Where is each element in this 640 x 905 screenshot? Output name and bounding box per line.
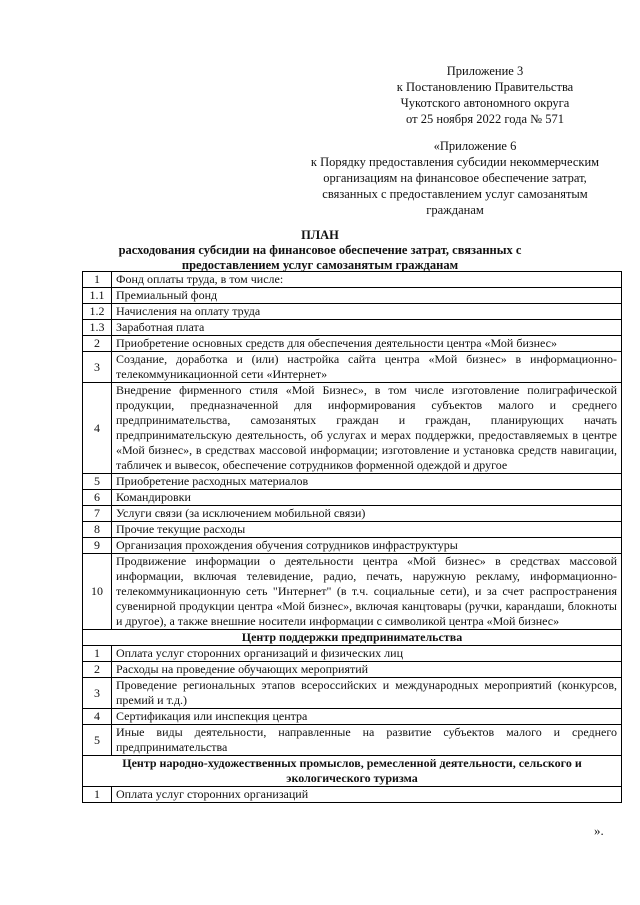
attachment-line: от 25 ноября 2022 года № 571 bbox=[406, 112, 564, 126]
row-number: 8 bbox=[83, 522, 112, 538]
plan-table bbox=[82, 271, 622, 803]
row-text: Прочие текущие расходы bbox=[112, 522, 622, 538]
table-row bbox=[83, 725, 622, 756]
attachment2-line: гражданам bbox=[426, 203, 484, 217]
row-text: Командировки bbox=[112, 490, 622, 506]
table-row bbox=[83, 288, 622, 304]
closing-quote: ». bbox=[594, 823, 604, 838]
row-number: 1 bbox=[83, 646, 112, 662]
document-title bbox=[80, 228, 560, 273]
table-row bbox=[83, 490, 622, 506]
table-row bbox=[83, 383, 622, 474]
row-number: 1 bbox=[83, 272, 112, 288]
row-text: Сертификация или инспекция центра bbox=[112, 709, 622, 725]
attachment2-line: организациям на финансовое обеспечение затрат, bbox=[323, 171, 587, 185]
row-number: 4 bbox=[83, 383, 112, 474]
table-row bbox=[83, 336, 622, 352]
row-number: 2 bbox=[83, 662, 112, 678]
row-text: Фонд оплаты труда, в том числе: bbox=[112, 272, 622, 288]
table-row bbox=[83, 272, 622, 288]
attachment-line: к Постановлению Правительства bbox=[396, 80, 574, 94]
row-text: Оплата услуг сторонних организаций и физических лиц bbox=[112, 646, 622, 662]
row-number: 1.2 bbox=[83, 304, 112, 320]
row-number: 1.3 bbox=[83, 320, 112, 336]
row-number: 5 bbox=[83, 725, 112, 756]
row-text: Заработная плата bbox=[112, 320, 622, 336]
attachment2-line: «Приложение 6 bbox=[433, 139, 517, 153]
row-number: 1 bbox=[83, 787, 112, 803]
section-title-business-support: Центр поддержки предпринимательства bbox=[83, 630, 622, 646]
row-text: Премиальный фонд bbox=[112, 288, 622, 304]
title-heading: ПЛАН bbox=[301, 228, 339, 242]
row-text: Услуги связи (за исключением мобильной связи) bbox=[112, 506, 622, 522]
table-row bbox=[83, 787, 622, 803]
row-text: Оплата услуг сторонних организаций bbox=[112, 787, 622, 803]
row-text: Создание, доработка и (или) настройка сайта центра «Мой бизнес» в информационно-телекоммуникационной сети «Интернет» bbox=[112, 352, 622, 383]
row-text: Проведение региональных этапов всероссийских и международных мероприятий (конкурсов, премий и т.д.) bbox=[112, 678, 622, 709]
title-subtitle-line2: предоставлением услуг самозанятым гражданам bbox=[181, 258, 459, 272]
section-header-row bbox=[83, 756, 622, 787]
table-row bbox=[83, 678, 622, 709]
row-text: Приобретение основных средств для обеспечения деятельности центра «Мой бизнес» bbox=[112, 336, 622, 352]
row-text: Начисления на оплату труда bbox=[112, 304, 622, 320]
attachment-line: Приложение 3 bbox=[446, 64, 524, 78]
table-row bbox=[83, 554, 622, 630]
row-number: 5 bbox=[83, 474, 112, 490]
row-text: Приобретение расходных материалов bbox=[112, 474, 622, 490]
attachment2-line: связанных с предоставлением услуг самозанятым bbox=[322, 187, 588, 201]
row-number: 2 bbox=[83, 336, 112, 352]
table-row bbox=[83, 506, 622, 522]
table-row bbox=[83, 538, 622, 554]
section-header-row bbox=[83, 630, 622, 646]
table-row bbox=[83, 522, 622, 538]
table-row bbox=[83, 304, 622, 320]
row-number: 4 bbox=[83, 709, 112, 725]
row-number: 6 bbox=[83, 490, 112, 506]
row-number: 7 bbox=[83, 506, 112, 522]
row-number: 10 bbox=[83, 554, 112, 630]
table-row bbox=[83, 709, 622, 725]
row-number: 3 bbox=[83, 678, 112, 709]
table-row bbox=[83, 474, 622, 490]
table-row bbox=[83, 320, 622, 336]
row-text: Иные виды деятельности, направленные на развитие субъектов малого и среднего предпринимательства bbox=[112, 725, 622, 756]
table-row bbox=[83, 662, 622, 678]
row-text: Продвижение информации о деятельности центра «Мой бизнес» в средствах массовой информации, включая телевидение, радио, печать, наружную рекламу, информационно-телекоммуникационную сеть "Интернет" (в т.ч. социальные сети), и за счет распространения сувенирной продукции центра «Мой бизнес», включая канцтовары (ручки, карандаши, блокноты и другое), а также внешние носители информации с символикой центра «Мой бизнес» bbox=[112, 554, 622, 630]
table-row bbox=[83, 352, 622, 383]
row-text: Внедрение фирменного стиля «Мой Бизнес», в том числе изготовление полиграфической продукции, предназначенной для информирования субъектов малого и среднего предпринимательства, самозанятых граждан и граждан, планирующих начать предпринимательскую деятельность, об услугах и мерах поддержки, предоставляемых в центре «Мой бизнес», в средствах массовой информации; изготовление и установка средств навигации, табличек и вывесок, обеспечение сотрудников форменной одеждой и другое bbox=[112, 383, 622, 474]
attachment-block-2 bbox=[290, 138, 620, 218]
row-text: Организация прохождения обучения сотрудников инфраструктуры bbox=[112, 538, 622, 554]
title-subtitle-line1: расходования субсидии на финансовое обеспечение затрат, связанных с bbox=[118, 243, 522, 257]
table-row bbox=[83, 646, 622, 662]
row-text: Расходы на проведение обучающих мероприятий bbox=[112, 662, 622, 678]
attachment2-line: к Порядку предоставления субсидии некоммерческим bbox=[310, 155, 600, 169]
section-title-crafts-tourism: Центр народно-художественных промыслов, ремесленной деятельности, сельского и экологического туризма bbox=[83, 756, 622, 787]
row-number: 1.1 bbox=[83, 288, 112, 304]
attachment-block bbox=[380, 63, 590, 127]
attachment-line: Чукотского автономного округа bbox=[400, 96, 570, 110]
row-number: 3 bbox=[83, 352, 112, 383]
row-number: 9 bbox=[83, 538, 112, 554]
